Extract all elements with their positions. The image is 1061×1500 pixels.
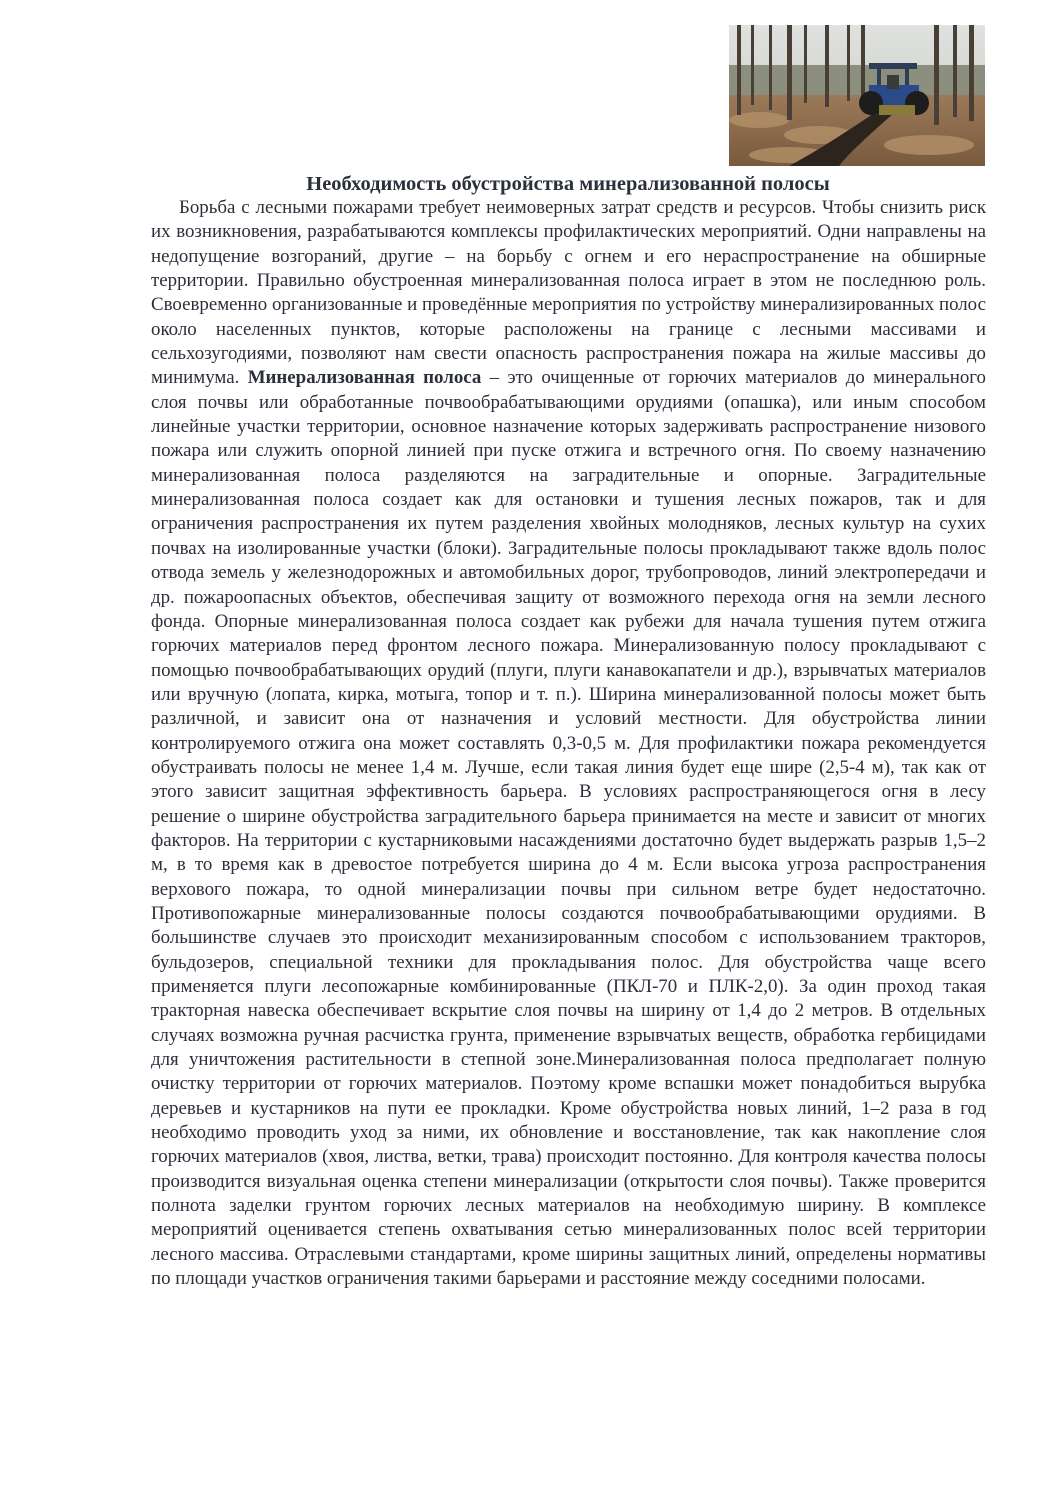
paragraph-term: Минерализованная полоса — [247, 367, 482, 389]
document-title: Необходимость обустройства минерализованной полосы — [306, 173, 830, 195]
body-paragraph — [151, 196, 986, 1291]
paragraph-intro: Борьба с лесными пожарами требует неимоверных затрат средств и ресурсов. Чтобы снизить риск их возникновения, разрабатываются комплексы профилактических мероприятий. Одни направлены на недопущение возгораний, другие – на борьбу с огнем и его нераспространение на обширные территории. Правильно обустроенная минерализованная полоса играет в этом не последнюю роль. Своевременно организованные и проведённые мероприятия по устройству минерализированных полос около населенных пунктов, которые расположены на границе с лесными массивами и сельхозугодиями, позволяют нам свести опасность распространения пожара на жилые массивы до минимума. — [151, 197, 986, 389]
tractor-forest-photo — [729, 25, 985, 166]
paragraph-definition: – это очищенные от горючих материалов до минерального слоя почвы или обработанные почвообрабатывающими орудиями (опашка), или иным способом линейные участки территории, основное назначение которых задерживать распространение низового пожара или служить опорной линией при пуске отжига и встречного огня. По своему назначению минерализованная полоса разделяются на заградительные и опорные. Заградительные минерализованная полоса создает как для остановки и тушения лесных пожаров, так и для ограничения распространения их путем разделения хвойных молодняков, лесных культур на сухих почвах на изолированные участки (блоки). Заградительные полосы прокладывают также вдоль полос отвода земель у железнодорожных и автомобильных дорог, трубопроводов, линий электропередачи и др. пожароопасных объектов, обеспечивая защиту от возможного перехода огня на земли лесного фонда. Опорные минерализованная полоса создает как рубежи для начала тушения путем отжига горючих материалов перед фронтом лесного пожара. Минерализованную полосу прокладывают с помощью почвообрабатывающих орудий (плуги, плуги канавокапатели и др.), взрывчатых материалов или вручную (лопата, кирка, мотыга, топор и т. п.). Ширина минерализованной полосы может быть различной, и зависит она от назначения и условий местности. Для обустройства линии контролируемого отжига она может составлять 0,3-0,5 м. Для профилактики пожара рекомендуется обустраивать полосы не менее 1,4 м. Лучше, если такая линия будет еще шире (2,5-4 м), так как от этого зависит защитная эффективность барьера. В условиях распространяющегося огня в лесу решение о ширине обустройства заградительного барьера принимается на месте и зависит от многих факторов. На территории с кустарниковыми насаждениями достаточно будет выдержать разрыв 1,5–2 м, в то время как в древостое потребуется ширина до 4 м. Если высока угроза распространения верхового пожара, то одной минерализации почвы при сильном ветре будет недостаточно. Противопожарные минерализованные полосы создаются почвообрабатывающими орудиями. В большинстве случаев это происходит механизированным способом с использованием тракторов, бульдозеров, специальной техники для прокладывания полос. Для обустройства чаще всего применяется плуги лесопожарные комбинированные (ПКЛ-70 и ПЛК-2,0). За один проход такая тракторная навеска обеспечивает вскрытие слоя почвы на ширину от 1,4 до 2 метров. В отдельных случаях возможна ручная расчистка грунта, применение взрывчатых веществ, обработка гербицидами для уничтожения растительности в степной зоне.Минерализованная полоса предполагает полную очистку территории от горючих материалов. Поэтому кроме вспашки может понадобиться вырубка деревьев и кустарников на пути ее прокладки. Кроме обустройства новых линий, 1–2 раза в год необходимо проводить уход за ними, их обновление и восстановление, так как накопление слоя горючих материалов (хвоя, листва, ветки, трава) происходит постоянно. Для контроля качества полосы производится визуальная оценка степени минерализации (открытости слоя почвы). Также проверится полнота заделки грунтом горючих лесных материалов на необходимую ширину. В комплексе мероприятий оценивается степень охватывания сетью минерализованных полос всей территории лесного массива. Отраслевыми стандартами, кроме ширины защитных линий, определены нормативы по площади участков ограничения такими барьерами и расстояние между соседними полосами. — [151, 367, 986, 1290]
photo-illustration — [729, 25, 985, 166]
